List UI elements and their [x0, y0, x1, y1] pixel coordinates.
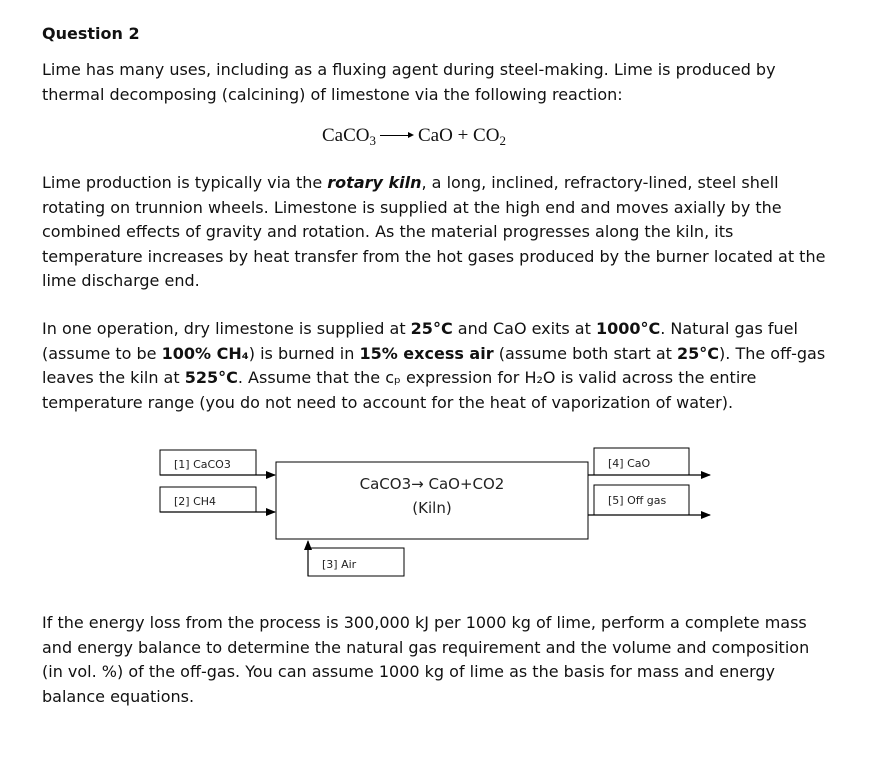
op-text-6: ). The off-gas leaves the kiln at — [42, 343, 826, 387]
question-title: Question 2 — [42, 24, 140, 43]
final-paragraph — [42, 611, 832, 709]
op-bold-4: 15% excess air — [359, 343, 494, 363]
op-text-2: and CaO exits at — [452, 319, 596, 338]
stream-4-label: [4] CaO — [608, 457, 651, 470]
eq-product-sub: 2 — [499, 133, 506, 148]
kiln-text-pre: Lime production is typically via the — [42, 173, 328, 192]
stream-1-label: [1] CaCO3 — [174, 458, 231, 471]
final-text: If the energy loss from the process is 300,000 kJ per 1000 kg of lime, perform a complete mass and energy balance to determine the natural gas requirement and the volume and composition (in vol. %) of the off-gas. You can assume 1000 kg of lime as the basis for mass and energy balance equations. — [42, 613, 810, 706]
eq-reactant-sub: 3 — [369, 133, 376, 148]
op-bold-1: 25°C — [410, 319, 453, 338]
kiln-reaction-label: CaCO3→ CaO+CO2 — [359, 475, 505, 493]
stream-2-label: [2] CH4 — [174, 495, 217, 508]
stream-3-label: [3] Air — [322, 558, 357, 571]
op-bold-3: 100% CH₄ — [161, 343, 249, 363]
op-bold-5: 25°C — [677, 343, 720, 363]
op-text-4: ) is burned in — [248, 343, 360, 363]
op-text-3: . Natural gas fuel (assume to be — [42, 319, 798, 363]
eq-reactant: CaCO — [322, 125, 370, 146]
op-text-5: (assume both start at — [493, 343, 678, 363]
intro-line-2: thermal decomposing (calcining) of limestone via the following reaction: — [42, 84, 623, 104]
intro-line-1: Lime has many uses, including as a fluxing agent during steel-making. Lime is produced by — [42, 60, 776, 79]
eq-products: CaO + CO — [418, 125, 500, 146]
stream-5-label: [5] Off gas — [608, 494, 667, 507]
op-bold-2: 1000°C — [595, 319, 661, 338]
kiln-text-post: , a long, inclined, refractory-lined, steel shell rotating on trunnion wheels. Limestone is supplied at the high end and moves axially by the combined effects of gravity and rotation. As the material progresses along the kiln, its temperature increases by heat transfer from the hot gases produced by the burner located at the lime discharge end. — [42, 173, 826, 290]
op-text-1: In one operation, dry limestone is supplied at — [42, 319, 411, 338]
op-text-7: . Assume that the cₚ expression for H₂O is valid across the entire temperature range (you do not need to account for the heat of vaporization of water). — [42, 368, 757, 412]
op-bold-6: 525°C — [184, 368, 238, 387]
kiln-name-label: (Kiln) — [412, 499, 452, 517]
kiln-emphasis: rotary kiln — [327, 173, 422, 192]
